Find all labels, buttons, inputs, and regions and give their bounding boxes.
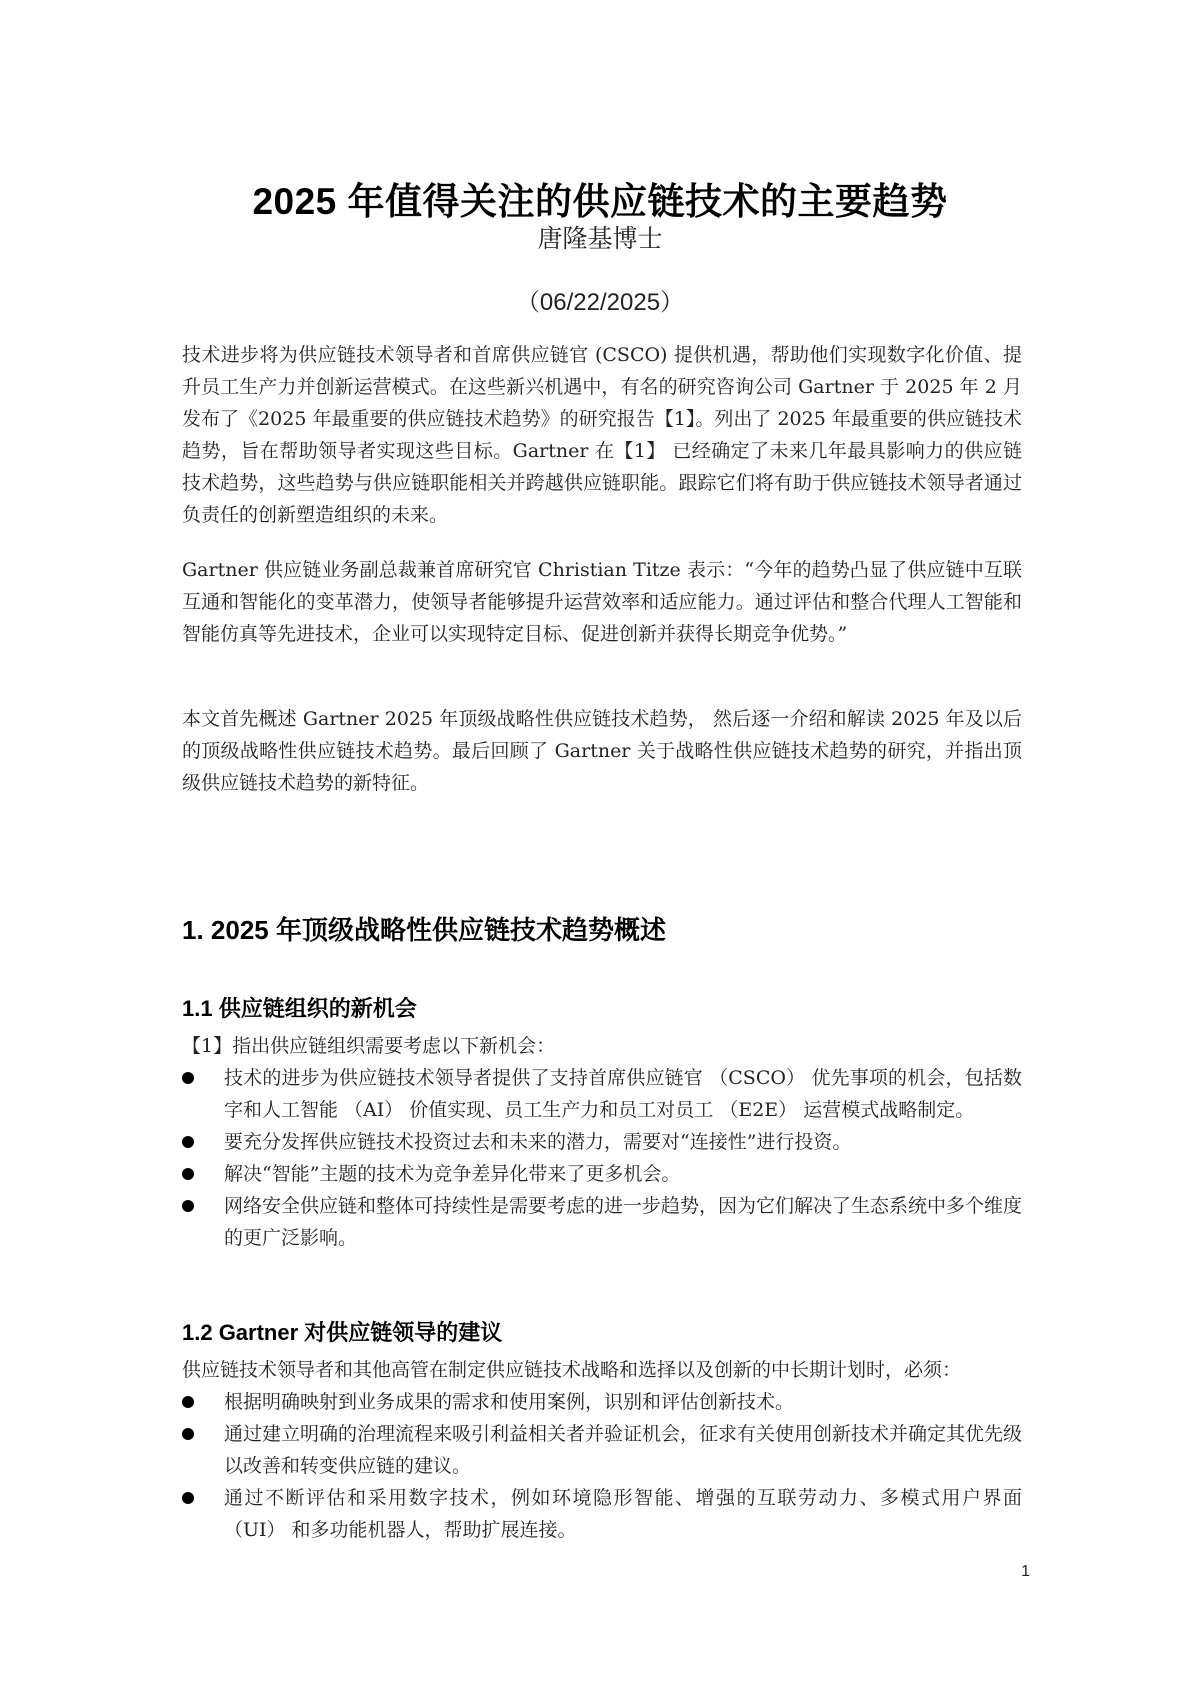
list-item: 根据明确映射到业务成果的需求和使用案例，识别和评估创新技术。	[182, 1386, 1022, 1418]
list-item: 技术的进步为供应链技术领导者提供了支持首席供应链官 （CSCO） 优先事项的机会，包括数字和人工智能 （AI） 价值实现、员工生产力和员工对员工 （E2E） 运营模式战略制定。	[182, 1062, 1022, 1126]
bullet-icon	[182, 1168, 194, 1180]
list-item: 解决“智能”主题的技术为竞争差异化带来了更多机会。	[182, 1158, 1022, 1190]
page-number: 1	[1021, 1563, 1030, 1580]
intro-paragraph-2: Gartner 供应链业务副总裁兼首席研究官 Christian Titze 表示：“今年的趋势凸显了供应链中互联互通和智能化的变革潜力，使领导者能够提升运营效率和适应能力。通过评估和整合代理人工智能和智能仿真等先进技术，企业可以实现特定目标、促进创新并获得长期竞争优势。”	[182, 559, 1022, 645]
bullet-icon	[182, 1396, 194, 1408]
intro-paragraph-3: 本文首先概述 Gartner 2025 年顶级战略性供应链技术趋势， 然后逐一介绍和解读 2025 年及以后的顶级战略性供应链技术趋势。最后回顾了 Gartner 关于战略性供应链技术趋势的研究，并指出顶级供应链技术趋势的新特征。	[182, 708, 1022, 794]
subsection-1-1-lead: 【1】指出供应链组织需要考虑以下新机会：	[182, 1035, 556, 1057]
recommendations-list	[182, 1386, 1022, 1546]
bullet-icon	[182, 1072, 194, 1084]
section-heading-1: 1. 2025 年顶级战略性供应链技术趋势概述	[182, 915, 666, 945]
bullet-icon	[182, 1136, 194, 1148]
bullet-icon	[182, 1492, 194, 1504]
list-item: 通过不断评估和采用数字技术，例如环境隐形智能、增强的互联劳动力、多模式用户界面 （UI） 和多功能机器人，帮助扩展连接。	[182, 1482, 1022, 1546]
publication-date: （06/22/2025）	[515, 289, 685, 316]
subsection-heading-1-1: 1.1 供应链组织的新机会	[182, 996, 417, 1021]
list-item: 网络安全供应链和整体可持续性是需要考虑的进一步趋势，因为它们解决了生态系统中多个维度的更广泛影响。	[182, 1190, 1022, 1254]
intro-paragraph-1: 技术进步将为供应链技术领导者和首席供应链官 (CSCO) 提供机遇，帮助他们实现数字化价值、提升员工生产力并创新运营模式。在这些新兴机遇中，有名的研究咨询公司 Gartner 于 2025 年 2 月发布了《2025 年最重要的供应链技术趋势》的研究报告【1】。列出了 2025 年最重要的供应链技术趋势，旨在帮助领导者实现这些目标。Gartner 在【1】 已经确定了未来几年最具影响力的供应链技术趋势，这些趋势与供应链职能相关并跨越供应链职能。跟踪它们将有助于供应链技术领导者通过负责任的创新塑造组织的未来。	[182, 344, 1022, 526]
list-item: 通过建立明确的治理流程来吸引利益相关者并验证机会，征求有关使用创新技术并确定其优先级以改善和转变供应链的建议。	[182, 1418, 1022, 1482]
document-title: 2025 年值得关注的供应链技术的主要趋势	[252, 180, 948, 222]
bullet-icon	[182, 1200, 194, 1212]
author-name: 唐隆基博士	[537, 224, 663, 253]
subsection-heading-1-2: 1.2 Gartner 对供应链领导的建议	[182, 1320, 503, 1345]
opportunities-list	[182, 1062, 1022, 1254]
list-item: 要充分发挥供应链技术投资过去和未来的潜力，需要对“连接性”进行投资。	[182, 1126, 1022, 1158]
subsection-1-2-lead: 供应链技术领导者和其他高管在制定供应链技术战略和选择以及创新的中长期计划时，必须：	[182, 1359, 962, 1381]
bullet-icon	[182, 1428, 194, 1440]
